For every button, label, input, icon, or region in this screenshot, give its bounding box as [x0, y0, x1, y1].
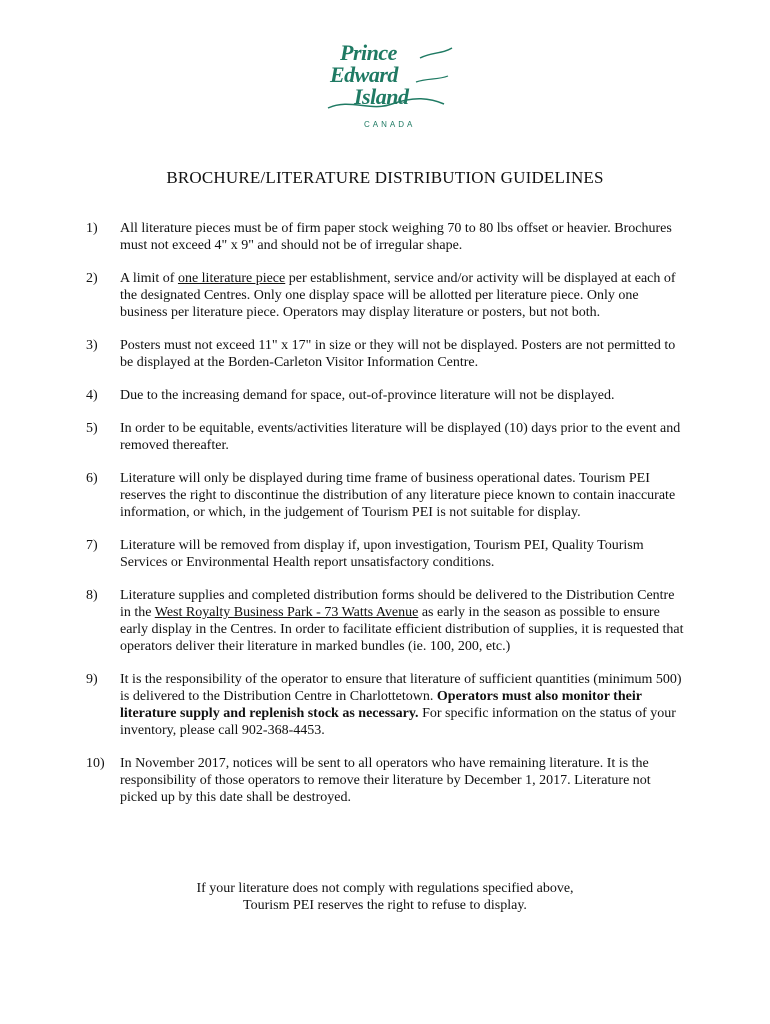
item-text-pre: Literature supplies and completed distribution forms should be delivered to the Distribution Centre in the	[120, 588, 675, 620]
list-item	[86, 671, 686, 739]
list-item	[86, 387, 686, 404]
item-text: Due to the increasing demand for space, out-of-province literature will not be displayed.	[120, 388, 615, 403]
item-number: 9)	[86, 672, 98, 687]
list-item	[86, 420, 686, 454]
list-item	[86, 220, 686, 254]
item-text-underlined: West Royalty Business Park - 73 Watts Avenue	[154, 605, 419, 620]
page-title: BROCHURE/LITERATURE DISTRIBUTION GUIDELINES	[166, 168, 604, 187]
item-text: In November 2017, notices will be sent to all operators who have remaining literature. It is the responsibility of those operators to remove their literature by December 1, 2017. Literature not picked up by this date shall be destroyed.	[120, 756, 651, 805]
closing-line-1: If your literature does not comply with regulations specified above,	[196, 881, 574, 896]
logo-country: CANADA	[364, 120, 416, 129]
guidelines-list	[86, 220, 686, 822]
closing-line-2: Tourism PEI reserves the right to refuse to display.	[243, 898, 527, 913]
list-item	[86, 587, 686, 655]
item-number: 10)	[86, 756, 105, 771]
item-number: 8)	[86, 588, 98, 603]
item-text-post: For specific information on the status of your inventory, please call 902-368-4453.	[120, 706, 676, 738]
list-item	[86, 337, 686, 371]
item-number: 6)	[86, 471, 98, 486]
item-text: In order to be equitable, events/activities literature will be displayed (10) days prior to the event and removed thereafter.	[120, 421, 681, 453]
pei-logo	[320, 38, 460, 134]
item-number: 2)	[86, 271, 98, 286]
item-text: Posters must not exceed 11" x 17" in size or they will not be displayed. Posters are not permitted to be displayed at the Borden-Carleton Visitor Information Centre.	[120, 338, 676, 370]
item-text-pre: A limit of	[120, 271, 178, 286]
list-item	[86, 537, 686, 571]
logo-word-prince: Prince	[340, 40, 397, 65]
closing-note	[0, 880, 770, 914]
item-text: All literature pieces must be of firm paper stock weighing 70 to 80 lbs offset or heavier. Brochures must not exceed 4" x 9" and should not be of irregular shape.	[120, 221, 672, 253]
list-item	[86, 270, 686, 321]
logo-word-edward: Edward	[330, 62, 398, 87]
item-text-bold: Operators must also monitor their literature supply and replenish stock as necessary.	[120, 689, 642, 721]
item-number: 7)	[86, 538, 98, 553]
item-text-underlined: one literature piece	[177, 271, 286, 286]
item-text-post: as early in the season as possible to ensure early display in the Centres. In order to facilitate efficient distribution of supplies, it is requested that operators deliver their literature in marked bundles (ie. 100, 200, etc.)	[120, 605, 684, 654]
item-text-pre: It is the responsibility of the operator to ensure that literature of sufficient quantities (minimum 500) is delivered to the Distribution Centre in Charlottetown.	[120, 672, 682, 704]
item-text-post: per establishment, service and/or activity will be displayed at each of the designated Centres. Only one display space will be allotted per literature piece. Only one business per literature piece. Operators may display literature or posters, but not both.	[120, 271, 676, 320]
item-number: 1)	[86, 221, 98, 236]
list-item	[86, 470, 686, 521]
item-number: 5)	[86, 421, 98, 436]
logo-word-island: Island	[354, 84, 409, 109]
list-item	[86, 755, 686, 806]
item-number: 4)	[86, 388, 98, 403]
item-text: Literature will be removed from display if, upon investigation, Tourism PEI, Quality Tourism Services or Environmental Health report unsatisfactory conditions.	[120, 538, 644, 570]
item-text: Literature will only be displayed during time frame of business operational dates. Tourism PEI reserves the right to discontinue the distribution of any literature piece known to contain inaccurate information, or which, in the judgement of Tourism PEI is not suitable for display.	[120, 471, 676, 520]
item-number: 3)	[86, 338, 98, 353]
